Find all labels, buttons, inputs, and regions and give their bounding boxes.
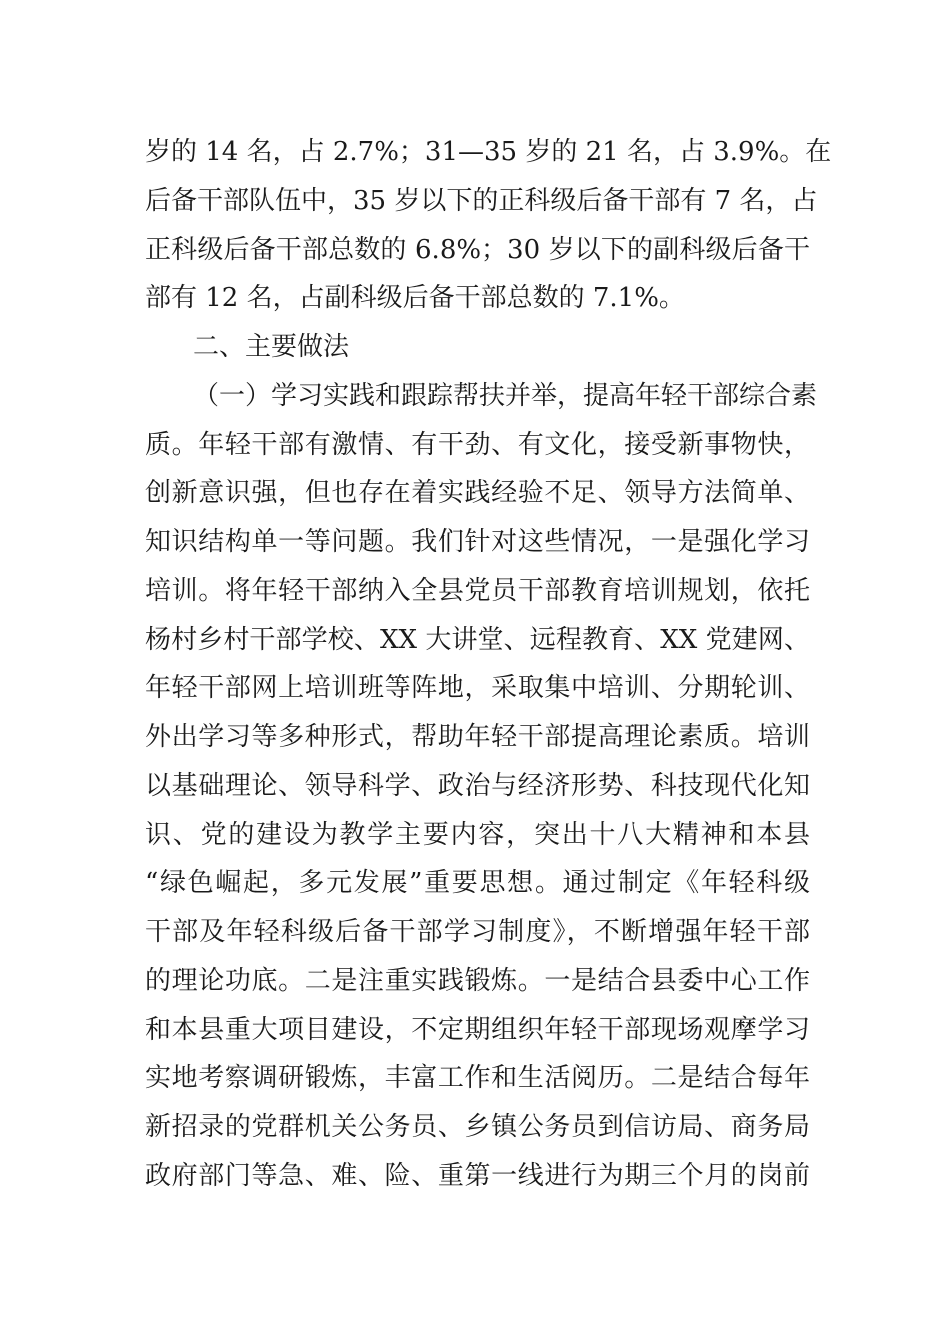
text-line: 后备干部队伍中，35 岁以下的正科级后备干部有 7 名，占 <box>145 185 818 216</box>
text-line: 年轻干部网上培训班等阵地，采取集中培训、分期轮训、 <box>145 673 810 704</box>
text-line: 部有 12 名，占副科级后备干部总数的 7.1%。 <box>145 283 685 314</box>
text-line: 政府部门等急、难、险、重第一线进行为期三个月的岗前 <box>145 1160 810 1191</box>
section-heading: 二、主要做法 <box>193 332 350 362</box>
text-line: 培训。将年轻干部纳入全县党员干部教育培训规划，依托 <box>145 575 810 606</box>
text-line: 实地考察调研锻炼，丰富工作和生活阅历。二是结合每年 <box>145 1063 810 1094</box>
text-line: 新招录的党群机关公务员、乡镇公务员到信访局、商务局 <box>145 1112 810 1142</box>
text-line: 识、党的建设为教学主要内容，突出十八大精神和本县 <box>145 819 810 850</box>
text-line: 知识结构单一等问题。我们针对这些情况，一是强化学习 <box>145 527 810 557</box>
text-line: “绿色崛起，多元发展”重要思想。通过制定《年轻科级 <box>145 868 810 899</box>
text-line: 杨村乡村干部学校、XX 大讲堂、远程教育、XX 党建网、 <box>145 624 810 655</box>
text-line: 的理论功底。二是注重实践锻炼。一是结合县委中心工作 <box>145 965 810 996</box>
text-line: 外出学习等多种形式，帮助年轻干部提高理论素质。培训 <box>145 722 810 752</box>
text-line: 以基础理论、领导科学、政治与经济形势、科技现代化知 <box>145 770 810 801</box>
text-line: 创新意识强，但也存在着实践经验不足、领导方法简单、 <box>145 478 810 509</box>
text-line: 干部及年轻科级后备干部学习制度》，不断增强年轻干部 <box>145 917 810 947</box>
text-line: 质。年轻干部有激情、有干劲、有文化，接受新事物快， <box>145 429 810 460</box>
text-line: （一）学习实践和跟踪帮扶并举，提高年轻干部综合素 <box>193 380 818 411</box>
text-line: 正科级后备干部总数的 6.8%；30 岁以下的副科级后备干 <box>145 234 810 265</box>
text-line: 和本县重大项目建设，不定期组织年轻干部现场观摩学习 <box>145 1014 810 1045</box>
body-text <box>145 128 832 1201</box>
text-line: 岁的 14 名，占 2.7%；31—35 岁的 21 名，占 3.9%。在 <box>145 137 832 167</box>
